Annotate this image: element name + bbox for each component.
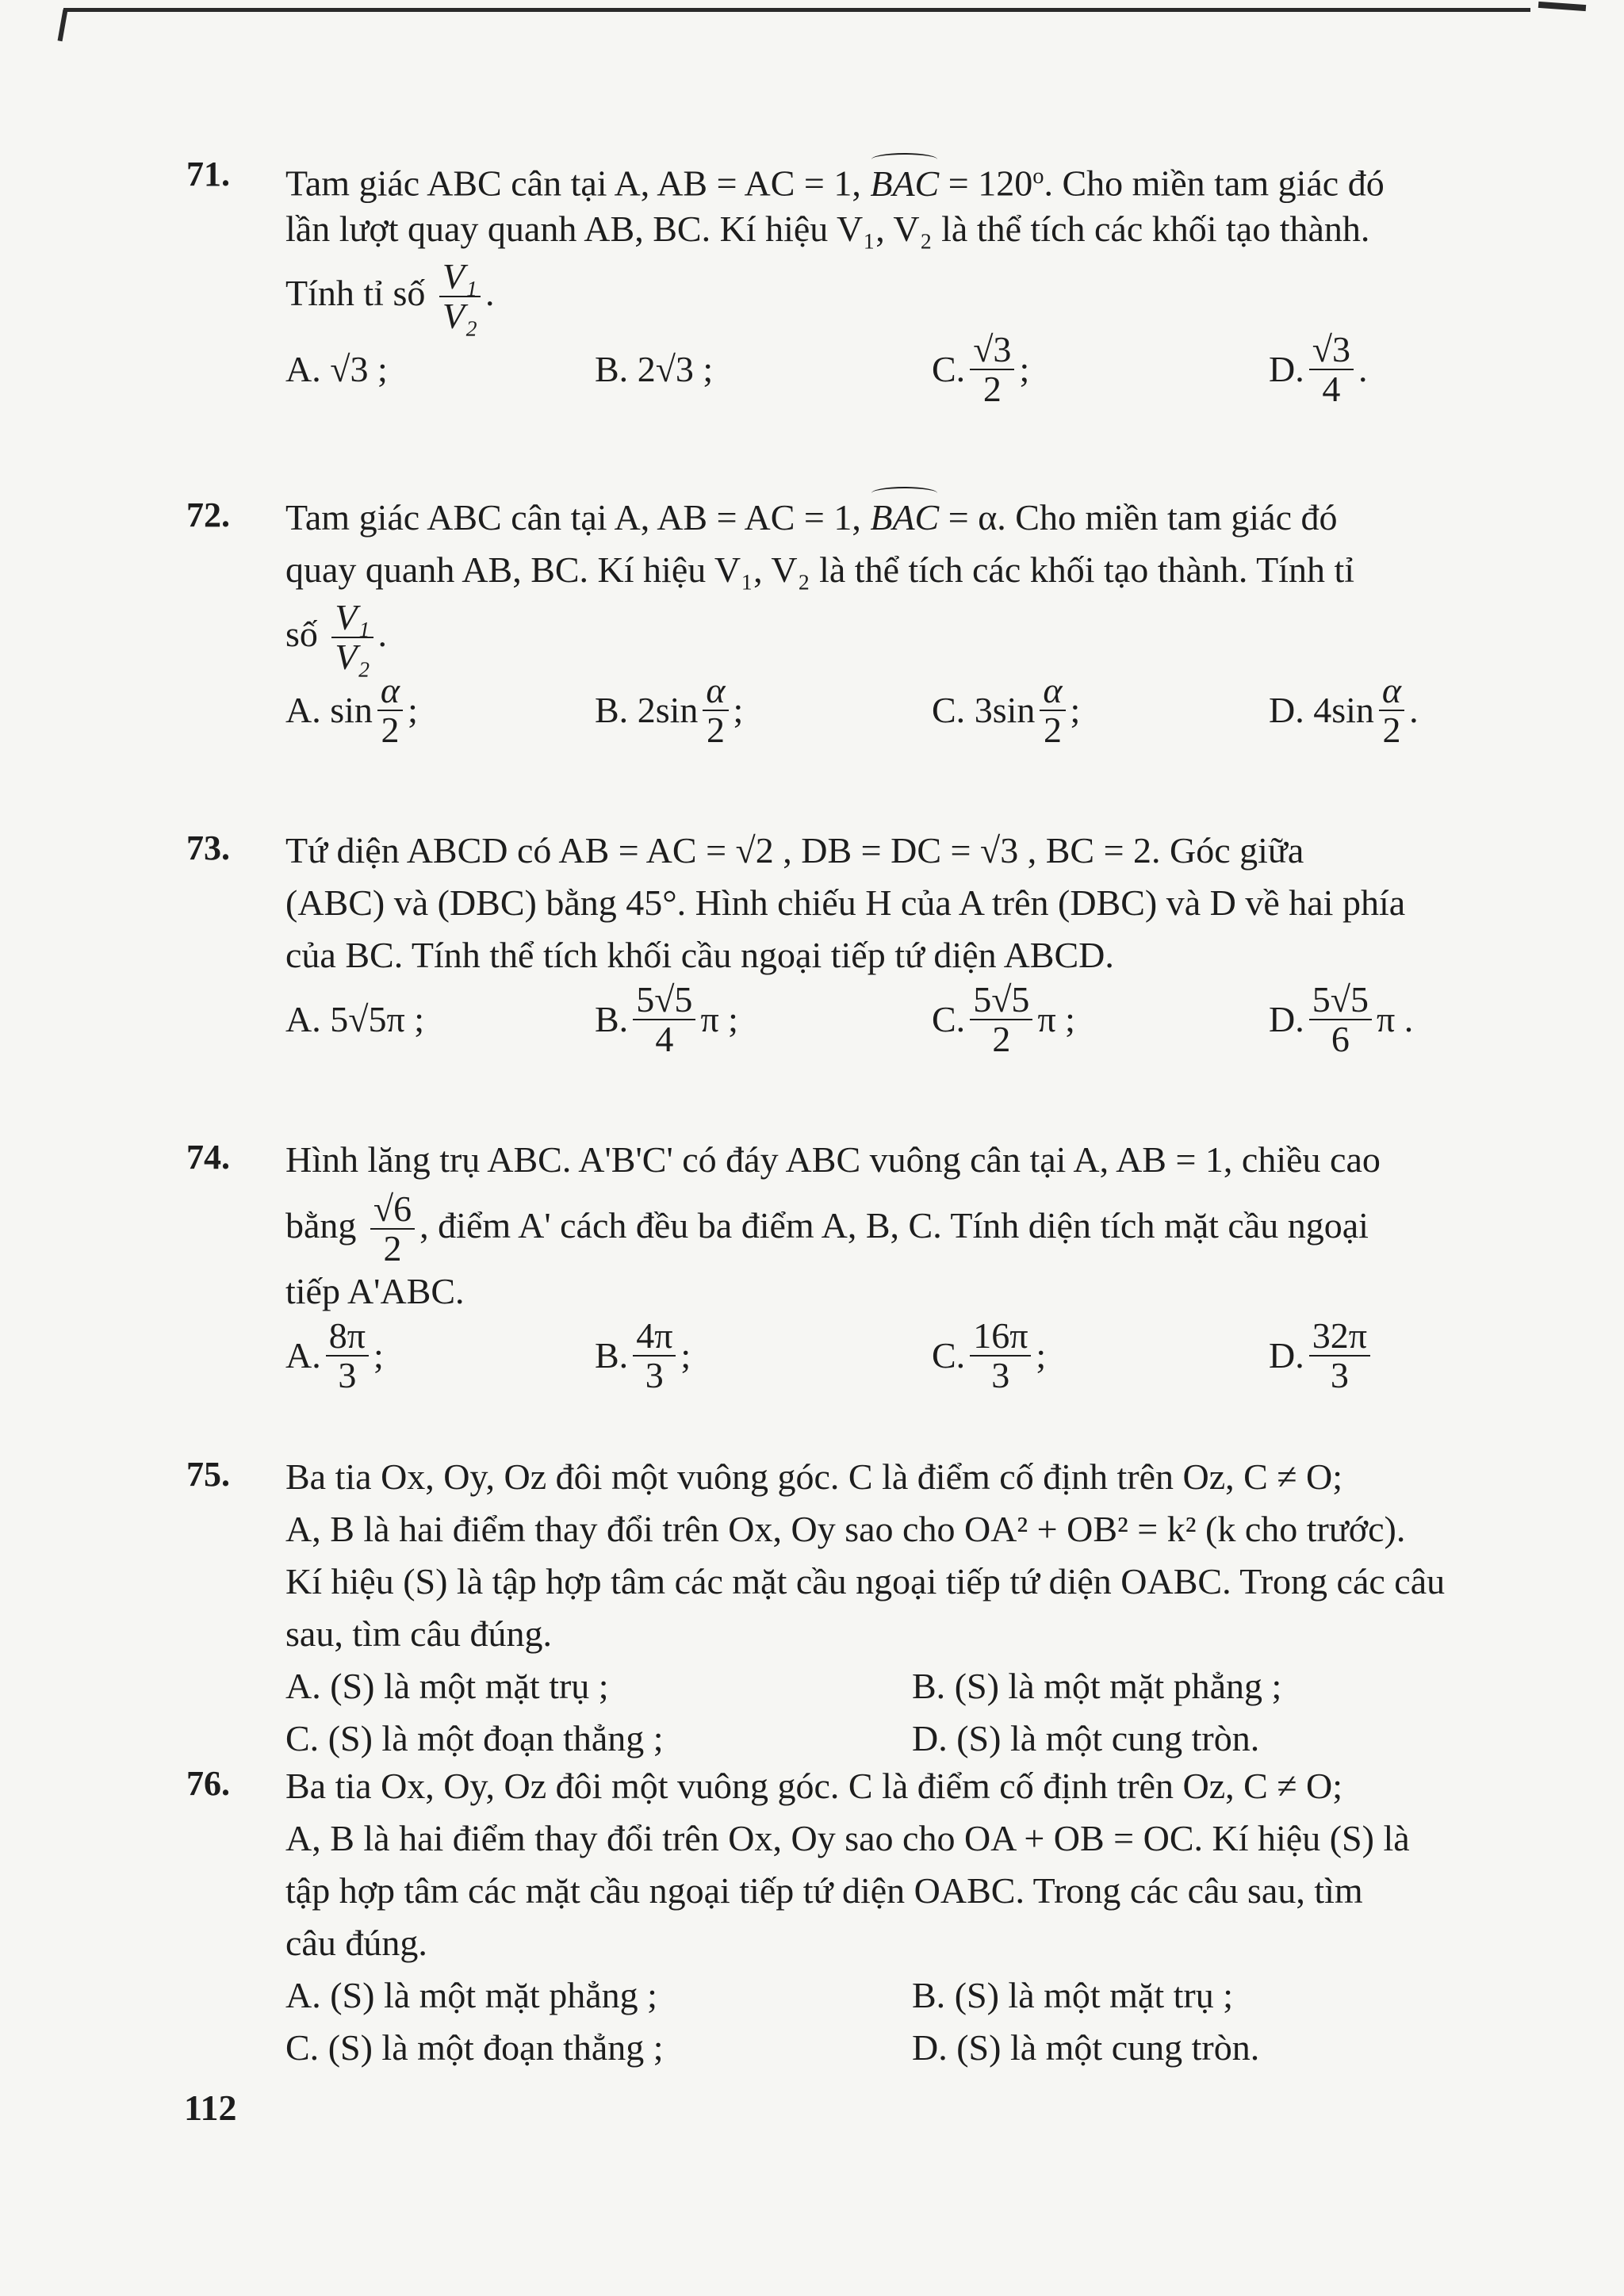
problem-line: quay quanh AB, BC. Kí hiệu V₁, V₂ là thể tích các khối tạo thành. Tính tỉ [285, 549, 1355, 590]
option-a[interactable]: A. (S) là một mặt phẳng ; [285, 1975, 657, 2015]
angle-bac: BAC [870, 492, 939, 544]
answer-options [285, 1314, 1534, 1395]
problem-number: 74. [186, 1138, 230, 1177]
option-c[interactable]: C. (S) là một đoạn thẳng ; [285, 1718, 664, 1758]
problem-line: Hình lăng trụ ABC. A'B'C' có đáy ABC vuông cân tại A, AB = 1, chiều cao [285, 1139, 1381, 1180]
option-a[interactable]: A. 5√5π ; [285, 999, 424, 1039]
problem-line: Ba tia Ox, Oy, Oz đôi một vuông góc. C là điểm cố định trên Oz, C ≠ O; [285, 1766, 1343, 1806]
problem-number: 76. [186, 1764, 230, 1803]
option-a[interactable]: A. √3 ; [285, 349, 388, 389]
problem-line: sau, tìm câu đúng. [285, 1613, 552, 1654]
answer-options [285, 1660, 1534, 1712]
problem-number: 75. [186, 1455, 230, 1494]
problem-76 [186, 1760, 1534, 2074]
problem-74 [186, 1134, 1534, 1394]
answer-options [285, 328, 1534, 409]
option-b[interactable]: B. (S) là một mặt trụ ; [912, 1975, 1234, 2015]
problem-73 [186, 825, 1534, 1058]
problem-75 [186, 1451, 1534, 1765]
problem-line: bằng $\frac{√6}{2}$ , điểm A' cách đều ba điểm A, B, C. Tính diện tích mặt cầu ngoại [285, 1188, 1369, 1269]
top-left-mark [58, 10, 68, 41]
answer-options [285, 978, 1534, 1059]
problem-number: 72. [186, 496, 230, 534]
fraction: $\frac{\text{V₁}}{\text{V₂}}$ [331, 599, 373, 677]
option-b[interactable]: B. $\frac{5√5}{4}$ π ; [595, 978, 738, 1059]
problem-line: câu đúng. [285, 1923, 427, 1963]
option-d[interactable]: D. $\frac{5√5}{6}$ π . [1269, 978, 1414, 1059]
problem-line: Tam giác ABC cân tại A, AB = AC = 1, BAC = α. Cho miền tam giác đó [285, 492, 1534, 544]
problem-line: lần lượt quay quanh AB, BC. Kí hiệu V₁, V₂ là thể tích các khối tạo thành. [285, 209, 1370, 249]
option-c[interactable]: C. $\frac{16\pi}{3}$ ; [932, 1314, 1047, 1395]
problem-number: 71. [186, 155, 230, 193]
fraction: $\frac{\text{V₁}}{\text{V₂}}$ [439, 258, 481, 336]
page-number: 112 [184, 2087, 237, 2128]
answer-options [285, 2022, 1534, 2074]
problem-line: Kí hiệu (S) là tập hợp tâm các mặt cầu ngoại tiếp tứ diện OABC. Trong các câu [285, 1561, 1446, 1601]
option-a[interactable]: A. $\frac{8\pi}{3}$ ; [285, 1314, 384, 1395]
option-d[interactable]: D. (S) là một cung tròn. [912, 2027, 1260, 2068]
option-d[interactable]: D. (S) là một cung tròn. [912, 1718, 1260, 1758]
option-a[interactable]: A. sin $\frac{\alpha}{2}$ ; [285, 669, 418, 750]
problem-line: Tính tỉ số $\frac{\text{V₁}}{\text{V₂}}$ . [285, 256, 495, 337]
problem-line: Tam giác ABC cân tại A, AB = AC = 1, BAC = $120^o$. Cho miền tam giác đó [285, 151, 1534, 203]
problem-71 [186, 151, 1534, 408]
problem-number: 73. [186, 828, 230, 867]
option-b[interactable]: B. (S) là một mặt phẳng ; [912, 1666, 1282, 1706]
option-c[interactable]: C. (S) là một đoạn thẳng ; [285, 2027, 664, 2068]
problem-line: của BC. Tính thể tích khối cầu ngoại tiếp tứ diện ABCD. [285, 935, 1114, 975]
option-c[interactable]: C. 3sin $\frac{\alpha}{2}$ ; [932, 669, 1081, 750]
option-a[interactable]: A. (S) là một mặt trụ ; [285, 1666, 609, 1706]
option-c[interactable]: C. $\frac{√3}{2}$ ; [932, 328, 1030, 409]
angle-bac: BAC [870, 158, 939, 210]
option-b[interactable]: B. 2√3 ; [595, 349, 714, 389]
problem-line: A, B là hai điểm thay đổi trên Ox, Oy sao cho OA + OB = OC. Kí hiệu (S) là [285, 1818, 1410, 1858]
option-b[interactable]: B. $\frac{4\pi}{3}$ ; [595, 1314, 691, 1395]
answer-options [285, 1969, 1534, 2022]
problem-72 [186, 492, 1534, 748]
problem-line: (ABC) và (DBC) bằng 45°. Hình chiếu H của A trên (DBC) và D về hai phía [285, 882, 1406, 923]
fraction: $\frac{√6}{2}$ [370, 1190, 415, 1269]
problem-line: A, B là hai điểm thay đổi trên Ox, Oy sao cho OA² + OB² = k² (k cho trước). [285, 1509, 1406, 1549]
top-right-mark [1538, 2, 1586, 11]
problem-line: Ba tia Ox, Oy, Oz đôi một vuông góc. C là điểm cố định trên Oz, C ≠ O; [285, 1456, 1343, 1497]
option-d[interactable]: D. $\frac{√3}{4}$ . [1269, 328, 1368, 409]
problem-line: tập hợp tâm các mặt cầu ngoại tiếp tứ diện OABC. Trong các câu sau, tìm [285, 1870, 1363, 1911]
option-d[interactable]: D. $\frac{32\pi}{3}$ [1269, 1318, 1375, 1394]
option-c[interactable]: C. $\frac{5√5}{2}$ π ; [932, 978, 1075, 1059]
top-rule [63, 8, 1530, 12]
answer-options [285, 1712, 1534, 1765]
answer-options [285, 669, 1534, 750]
problem-line: Tứ diện ABCD có AB = AC = √2 , DB = DC = √3 , BC = 2. Góc giữa [285, 830, 1304, 871]
option-b[interactable]: B. 2sin $\frac{\alpha}{2}$ ; [595, 669, 744, 750]
option-d[interactable]: D. 4sin $\frac{\alpha}{2}$ . [1269, 669, 1419, 750]
problem-line: số $\frac{\text{V₁}}{\text{V₂}}$ . [285, 597, 387, 678]
problem-line: tiếp A'ABC. [285, 1271, 465, 1311]
